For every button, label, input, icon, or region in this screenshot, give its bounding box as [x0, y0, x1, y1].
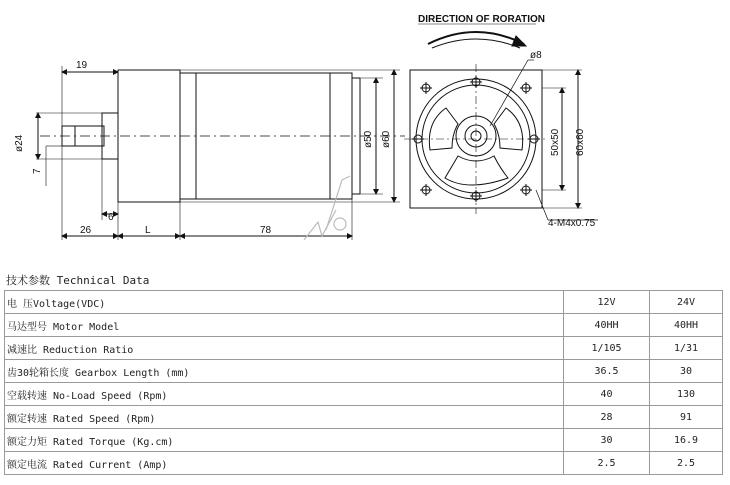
- value-24v: 91: [650, 406, 723, 429]
- dim-26: 26: [80, 225, 92, 236]
- table-row: [5, 291, 723, 314]
- value-12v: 40: [564, 383, 650, 406]
- dim-7: 7: [32, 168, 43, 174]
- row-label: 额定电流 Rated Current (Amp): [5, 452, 564, 475]
- table-title: 技术参数 Technical Data: [6, 274, 150, 287]
- table-row: [5, 314, 723, 337]
- value-24v: 30: [650, 360, 723, 383]
- dim-phi50: ø50: [363, 130, 374, 148]
- table-row: [5, 337, 723, 360]
- side-view: [36, 66, 405, 240]
- table-row: [5, 452, 723, 475]
- value-12v: 2.5: [564, 452, 650, 475]
- dim-L: L: [145, 225, 151, 236]
- watermark: [304, 176, 350, 240]
- dim-phi8: ø8: [530, 50, 542, 61]
- technical-data-table: [4, 290, 723, 475]
- direction-label: DIRECTION OF RORATION: [418, 14, 546, 25]
- value-24v: 24V: [650, 291, 723, 314]
- value-12v: 30: [564, 429, 650, 452]
- dim-phi60: ø60: [381, 130, 392, 148]
- dim-phi24: ø24: [14, 134, 25, 152]
- row-label: 额定力矩 Rated Torque (Kg.cm): [5, 429, 564, 452]
- row-label: 马达型号 Motor Model: [5, 314, 564, 337]
- row-label: 空载转速 No-Load Speed (Rpm): [5, 383, 564, 406]
- row-label: 减速比 Reduction Ratio: [5, 337, 564, 360]
- row-label: 电 压Voltage(VDC): [5, 291, 564, 314]
- value-12v: 12V: [564, 291, 650, 314]
- dim-19: 19: [76, 60, 88, 71]
- dim-60x60: 60x60: [575, 128, 586, 156]
- value-24v: 16.9: [650, 429, 723, 452]
- value-12v: 28: [564, 406, 650, 429]
- table-row: [5, 383, 723, 406]
- value-12v: 1/105: [564, 337, 650, 360]
- table-row: [5, 429, 723, 452]
- screw-label: 4-M4x0.75: [548, 218, 596, 229]
- value-12v: 36.5: [564, 360, 650, 383]
- dim-6: 6: [108, 212, 114, 223]
- value-12v: 40HH: [564, 314, 650, 337]
- row-label: 齿30轮箱长度 Gearbox Length (mm): [5, 360, 564, 383]
- value-24v: 40HH: [650, 314, 723, 337]
- front-view: [404, 32, 598, 220]
- rotation-arrow: [428, 32, 524, 44]
- table-row: [5, 406, 723, 429]
- table-row: [5, 360, 723, 383]
- value-24v: 2.5: [650, 452, 723, 475]
- value-24v: 130: [650, 383, 723, 406]
- dim-78: 78: [260, 225, 272, 236]
- dim-50x50: 50x50: [550, 128, 561, 156]
- value-24v: 1/31: [650, 337, 723, 360]
- row-label: 额定转速 Rated Speed (Rpm): [5, 406, 564, 429]
